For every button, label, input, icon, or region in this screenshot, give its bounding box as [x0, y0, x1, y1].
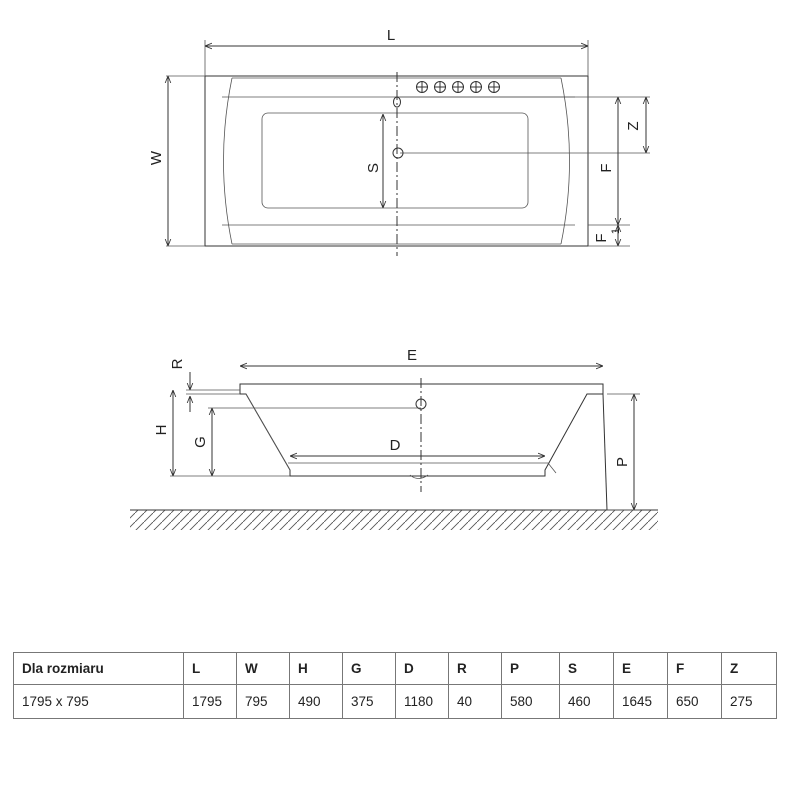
- header-G: G: [343, 653, 396, 685]
- cell-H: 490: [290, 685, 343, 719]
- header-W: W: [237, 653, 290, 685]
- header-Z: Z: [722, 653, 777, 685]
- jet-icon: [434, 81, 446, 93]
- label-E: E: [406, 347, 418, 364]
- cell-F: 650: [668, 685, 722, 719]
- label-R: R: [169, 358, 186, 370]
- header-P: P: [502, 653, 560, 685]
- table-row: [14, 685, 777, 719]
- cell-L: 1795: [184, 685, 237, 719]
- jet-icon: [416, 81, 428, 93]
- header-L: L: [184, 653, 237, 685]
- label-G: G: [192, 436, 209, 448]
- jet-icon: [452, 81, 464, 93]
- cell-size: 1795 x 795: [14, 685, 184, 719]
- label-Z: Z: [625, 121, 642, 131]
- header-size: Dla rozmiaru: [14, 653, 184, 685]
- header-H: H: [290, 653, 343, 685]
- cell-G: 375: [343, 685, 396, 719]
- label-L: L: [386, 27, 396, 44]
- cell-D: 1180: [396, 685, 449, 719]
- jet-icon: [470, 81, 482, 93]
- header-D: D: [396, 653, 449, 685]
- label-F1-subscript: 1: [610, 227, 622, 235]
- tub-rim-left-curve: [224, 78, 233, 244]
- label-H: H: [153, 424, 170, 436]
- dimensions-table: [13, 652, 777, 719]
- table-header-row: [14, 653, 777, 685]
- header-S: S: [560, 653, 614, 685]
- side-view: [130, 347, 658, 530]
- cell-Z: 275: [722, 685, 777, 719]
- cell-W: 795: [237, 685, 290, 719]
- label-F1: F: [593, 233, 610, 243]
- floor-hatching: [130, 510, 658, 530]
- header-F: F: [668, 653, 722, 685]
- top-view: [148, 27, 650, 256]
- header-R: R: [449, 653, 502, 685]
- label-P: P: [614, 456, 631, 468]
- tub-rim-right-curve: [561, 78, 570, 244]
- cell-R: 40: [449, 685, 502, 719]
- cell-S: 460: [560, 685, 614, 719]
- label-W: W: [148, 150, 165, 166]
- label-S: S: [365, 162, 382, 174]
- jet-icon: [488, 81, 500, 93]
- label-F: F: [598, 163, 615, 173]
- label-D: D: [389, 437, 401, 454]
- cell-E: 1645: [614, 685, 668, 719]
- control-buttons: [416, 81, 500, 93]
- cell-P: 580: [502, 685, 560, 719]
- tub-basin-inner: [262, 113, 528, 208]
- header-E: E: [614, 653, 668, 685]
